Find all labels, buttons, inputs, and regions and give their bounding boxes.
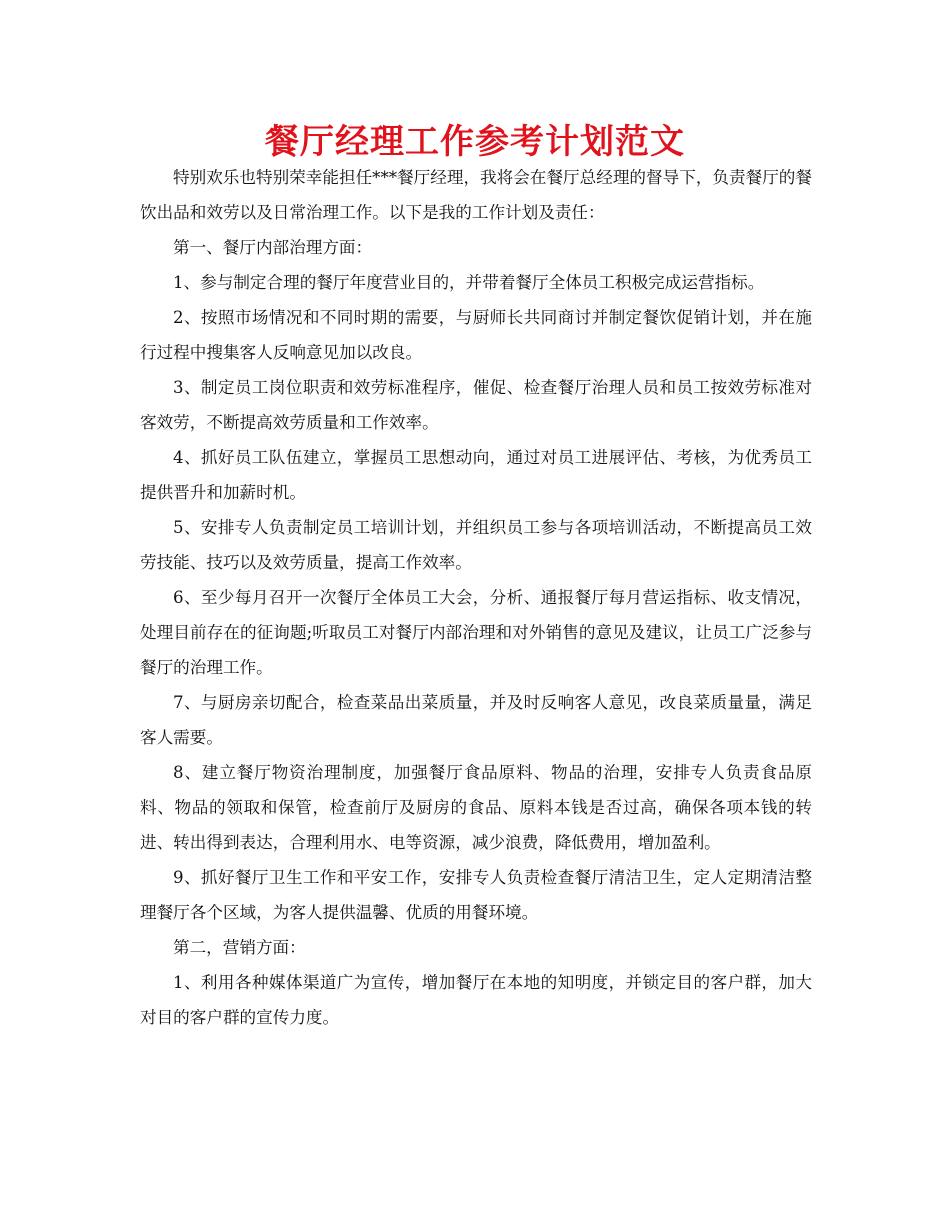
section-heading-internal-management: 第一、餐厅内部治理方面：: [173, 238, 373, 257]
paragraph-intro: 特别欢乐也特别荣幸能担任***餐厅经理，我将会在餐厅总经理的督导下，负责餐厅的餐饮出品和效劳以及日常治理工作。以下是我的工作计划及责任：: [140, 168, 812, 222]
section-heading-marketing: 第二，营销方面：: [173, 938, 306, 957]
list-item: 2、按照市场情况和不同时期的需要，与厨师长共同商讨并制定餐饮促销计划，并在施行过程中搜集客人反响意见加以改良。: [140, 308, 812, 362]
list-item: 7、与厨房亲切配合，检查菜品出菜质量，并及时反响客人意见，改良菜质量量，满足客人需要。: [140, 693, 812, 747]
list-item: 6、至少每月召开一次餐厅全体员工大会，分析、通报餐厅每月营运指标、收支情况，处理目前存在的征询题;听取员工对餐厅内部治理和对外销售的意见及建议，让员工广泛参与餐厅的治理工作。: [140, 588, 812, 677]
list-item: 3、制定员工岗位职责和效劳标准程序，催促、检查餐厅治理人员和员工按效劳标准对客效劳，不断提高效劳质量和工作效率。: [140, 378, 812, 432]
list-item: 9、抓好餐厅卫生工作和平安工作，安排专人负责检查餐厅清洁卫生，定人定期清洁整理餐厅各个区域，为客人提供温馨、优质的用餐环境。: [140, 868, 812, 922]
list-item: 5、安排专人负责制定员工培训计划，并组织员工参与各项培训活动，不断提高员工效劳技能、技巧以及效劳质量，提高工作效率。: [140, 518, 812, 572]
list-item: 4、抓好员工队伍建立，掌握员工思想动向，通过对员工进展评估、考核，为优秀员工提供晋升和加薪时机。: [140, 448, 812, 502]
document-body: [140, 160, 812, 1035]
list-item: 1、参与制定合理的餐厅年度营业目的，并带着餐厅全体员工积极完成运营指标。: [173, 273, 765, 292]
list-item: 8、建立餐厅物资治理制度，加强餐厅食品原料、物品的治理，安排专人负责食品原料、物品的领取和保管，检查前厅及厨房的食品、原料本钱是否过高，确保各项本钱的转进、转出得到表达，合理利用水、电等资源，减少浪费，降低费用，增加盈利。: [140, 763, 812, 852]
document-title: 餐厅经理工作参考计划范文: [265, 122, 685, 162]
list-item: 1、利用各种媒体渠道广为宣传，增加餐厅在本地的知明度，并锁定目的客户群，加大对目的客户群的宣传力度。: [140, 973, 812, 1027]
